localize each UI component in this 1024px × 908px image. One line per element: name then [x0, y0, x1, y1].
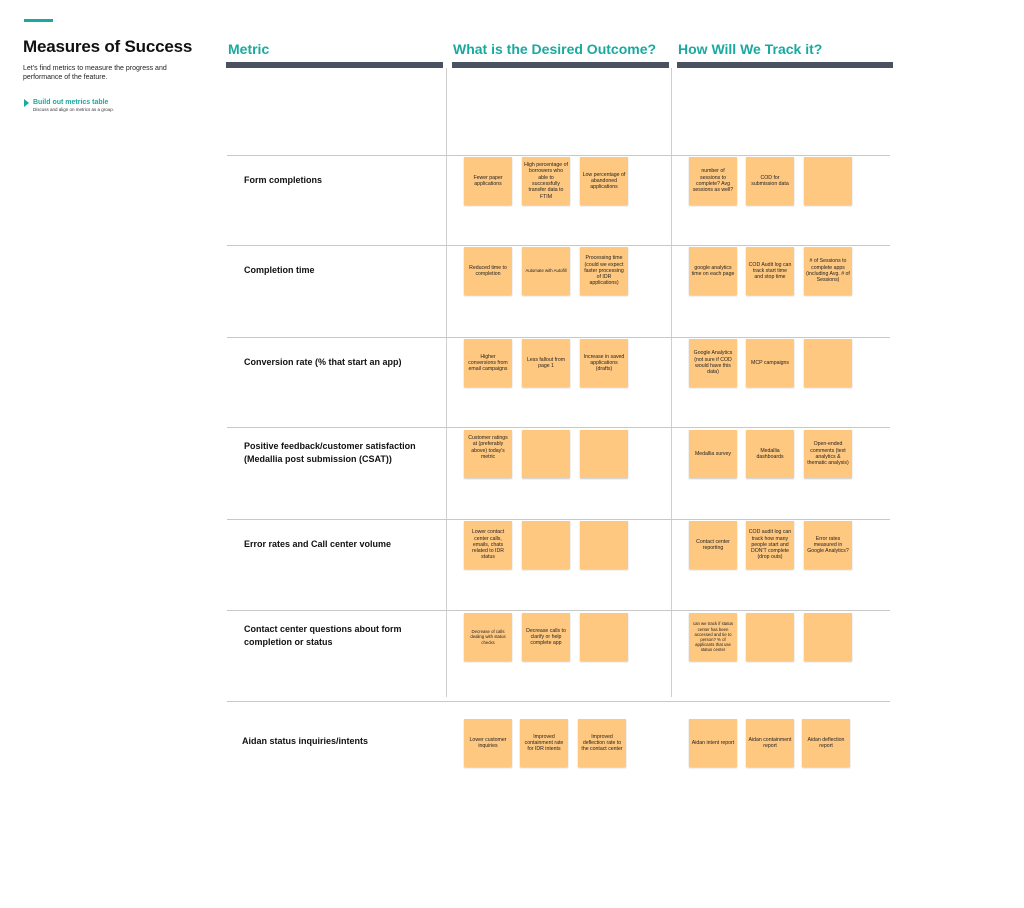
- row-divider: [227, 155, 890, 156]
- task-description: Discuss and align on metrics as a group.: [33, 107, 115, 112]
- sticky-note-tracking[interactable]: can we track if status center has been accessed and tie to person? % of applicants that use status center: [689, 613, 737, 661]
- column-header-tracking: How Will We Track it?: [678, 41, 823, 57]
- task-text: [33, 98, 114, 113]
- column-bar-metric: [226, 62, 443, 68]
- sticky-note-tracking[interactable]: Google Analytics (not sure if COD would have this data): [689, 339, 737, 387]
- column-bar-outcome: [452, 62, 669, 68]
- sticky-note-tracking[interactable]: google analytics time on each page: [689, 247, 737, 295]
- sticky-note-tracking[interactable]: MCP campaigns: [746, 339, 794, 387]
- task-item[interactable]: [24, 98, 114, 113]
- sticky-note-outcome[interactable]: Customer ratings at (preferably above) today's metric: [464, 430, 512, 478]
- sticky-note-tracking[interactable]: [804, 157, 852, 205]
- sticky-note-outcome[interactable]: [580, 521, 628, 569]
- row-divider: [227, 519, 890, 520]
- play-icon[interactable]: [24, 99, 29, 107]
- column-header-outcome: What is the Desired Outcome?: [453, 41, 657, 57]
- sticky-note-outcome[interactable]: [580, 430, 628, 478]
- sticky-note-tracking[interactable]: Medallia survey: [689, 430, 737, 478]
- page-subtitle: Let's find metrics to measure the progress and performance of the feature.: [23, 65, 167, 81]
- metric-label: Conversion rate (% that start an app): [244, 357, 402, 367]
- sticky-note-outcome[interactable]: Processing time (could we expect faster processing of IDR applications): [580, 247, 628, 295]
- sticky-note-outcome[interactable]: [522, 521, 570, 569]
- sticky-note-outcome[interactable]: Reduced time to completion: [464, 247, 512, 295]
- metric-label: Positive feedback/customer satisfaction (Medallia post submission (CSAT)): [244, 441, 416, 464]
- sticky-note-outcome[interactable]: Decrease calls to clarify or help complete app: [522, 613, 570, 661]
- sticky-note-outcome[interactable]: Higher conversions from email campaigns: [464, 339, 512, 387]
- column-bar-tracking: [677, 62, 893, 68]
- sticky-note-tracking[interactable]: [804, 339, 852, 387]
- row-divider: [227, 427, 890, 428]
- sticky-note-outcome[interactable]: High percentage of borrowers who able to successfully transfer data to FTIM: [522, 157, 570, 205]
- sticky-note-tracking[interactable]: Contact center reporting: [689, 521, 737, 569]
- accent-bar: [24, 19, 53, 22]
- row-divider: [227, 701, 890, 702]
- sticky-note-tracking[interactable]: [804, 613, 852, 661]
- sticky-note-outcome[interactable]: Less fallout from page 1: [522, 339, 570, 387]
- row-divider: [227, 610, 890, 611]
- sticky-note-outcome[interactable]: Low percentage of abandoned applications: [580, 157, 628, 205]
- task-title: Build out metrics table: [33, 99, 109, 106]
- sticky-note-outcome[interactable]: Improved containment rate for IDR intents: [520, 719, 568, 767]
- sticky-note-tracking[interactable]: COD audit log can track how many people start and DON'T complete (drop outs): [746, 521, 794, 569]
- sticky-note-tracking[interactable]: COD Audit log can track start time and stop time: [746, 247, 794, 295]
- column-header-metric: Metric: [228, 41, 270, 57]
- page-title: Measures of Success: [23, 37, 193, 56]
- sticky-note-tracking[interactable]: Open-ended comments (text analytics & thematic analysis): [804, 430, 852, 478]
- sticky-note-outcome[interactable]: Fewer paper applications: [464, 157, 512, 205]
- metric-label: Completion time: [244, 265, 315, 275]
- metric-label: Contact center questions about form completion or status: [244, 624, 402, 647]
- sticky-note-outcome[interactable]: [580, 613, 628, 661]
- sticky-note-tracking[interactable]: [746, 613, 794, 661]
- sticky-note-outcome[interactable]: Improved deflection rate to the contact center: [578, 719, 626, 767]
- sticky-note-tracking[interactable]: Aidan intent report: [689, 719, 737, 767]
- row-divider: [227, 337, 890, 338]
- metric-label: Error rates and Call center volume: [244, 539, 392, 549]
- sticky-note-outcome[interactable]: Increase in saved applications (drafts): [580, 339, 628, 387]
- metric-label: Aidan status inquiries/intents: [242, 736, 369, 746]
- sticky-note-tracking[interactable]: COD for submission data: [746, 157, 794, 205]
- sticky-note-tracking[interactable]: # of Sessions to complete apps (including Avg. # of Sessions): [804, 247, 852, 295]
- sticky-note-outcome[interactable]: Lower customer inquiries: [464, 719, 512, 767]
- sticky-note-tracking[interactable]: Error rates measured in Google Analytics?: [804, 521, 852, 569]
- sticky-note-tracking[interactable]: Aidan deflection report: [802, 719, 850, 767]
- sticky-note-tracking[interactable]: Medallia dashboards: [746, 430, 794, 478]
- sticky-note-outcome[interactable]: Automate with Autofill: [522, 247, 570, 295]
- column-divider: [671, 68, 672, 697]
- sticky-note-tracking[interactable]: Aidan containment report: [746, 719, 794, 767]
- sticky-note-outcome[interactable]: Lower contact center calls, emails, chats related to IDR status: [464, 521, 512, 569]
- row-divider: [227, 245, 890, 246]
- metric-label: Form completions: [244, 175, 323, 185]
- sticky-note-outcome[interactable]: [522, 430, 570, 478]
- column-divider: [446, 68, 447, 697]
- sticky-note-tracking[interactable]: number of sessions to complete? Avg sessions as well?: [689, 157, 737, 205]
- sticky-note-outcome[interactable]: Decrease of calls dealing with status checks: [464, 613, 512, 661]
